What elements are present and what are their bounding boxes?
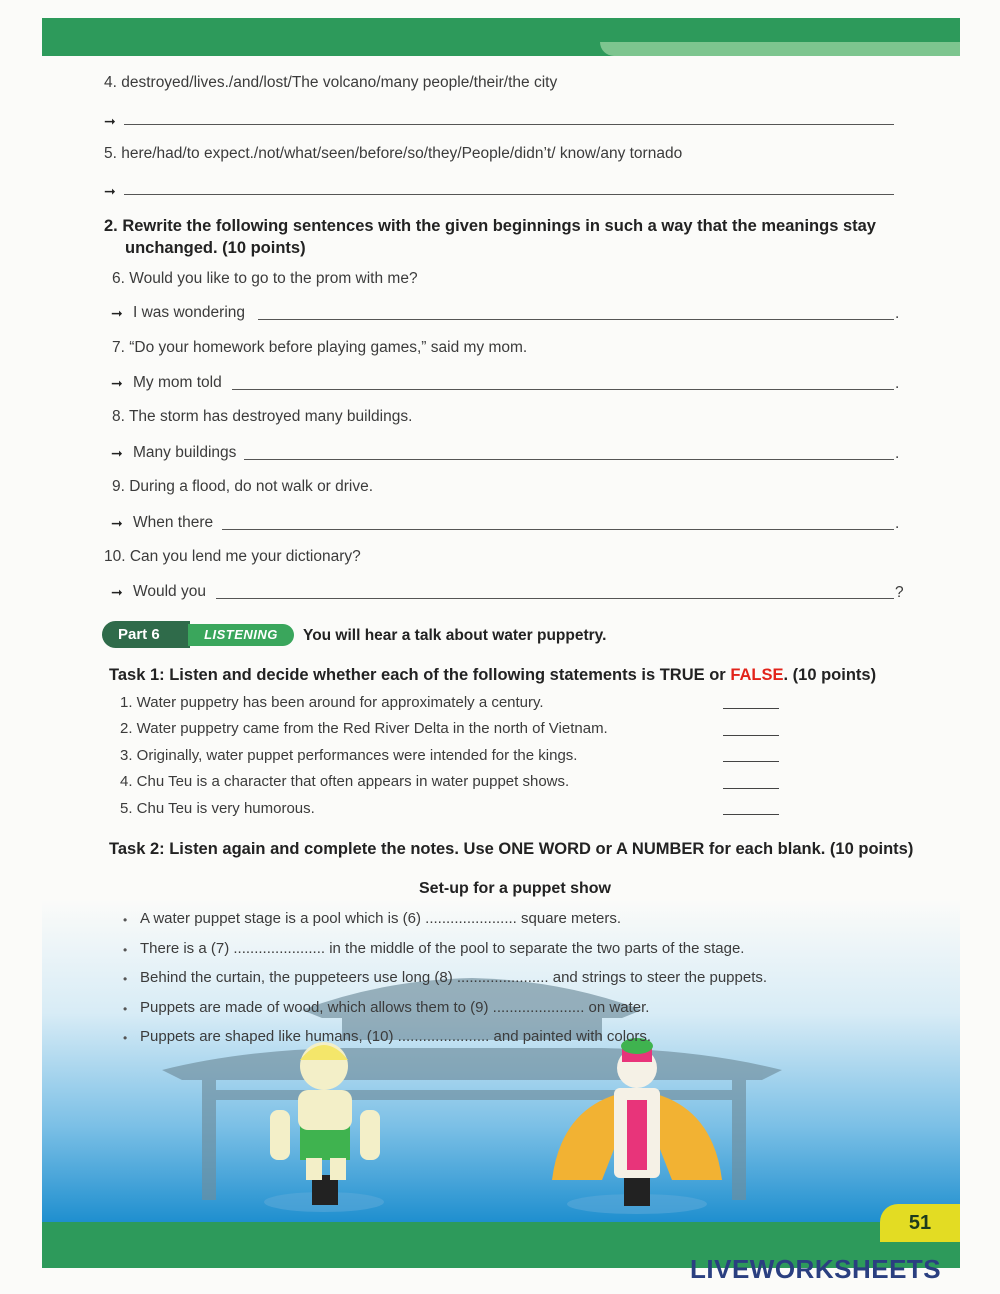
top-band-accent [600, 42, 960, 56]
question-8: 8. The storm has destroyed many buildings. [112, 408, 413, 425]
task2-note-7: There is a (7) ...................... in the middle of the pool to separate the two parts of the stage. [140, 940, 745, 957]
arrow-icon: ➞ [104, 113, 116, 129]
task1-statement-5: 5. Chu Teu is very humorous. [120, 800, 315, 817]
arrow-icon: ➞ [111, 375, 123, 391]
answer-line-8[interactable] [244, 459, 894, 460]
question-10: 10. Can you lend me your dictionary? [104, 548, 361, 565]
question-9: 9. During a flood, do not walk or drive. [112, 478, 374, 495]
task2-note-10: Puppets are shaped like humans, (10) ...................... and painted with colors. [140, 1028, 652, 1045]
answer-line-9[interactable] [222, 529, 894, 530]
answer-line-4[interactable] [124, 124, 894, 125]
bullet-icon: • [123, 913, 128, 927]
answer-start-9: When there [133, 514, 214, 531]
question-5: 5. here/had/to expect./not/what/seen/before/so/they/People/didn’t/ know/any tornado [104, 145, 683, 162]
part-label: Part 6 [102, 621, 190, 648]
answer-end-6: . [895, 305, 900, 322]
task1-title: Task 1: Listen and decide whether each of the following statements is TRUE or FALSE. (10 points) [109, 666, 877, 684]
answer-end-9: . [895, 515, 900, 532]
arrow-icon: ➞ [104, 183, 116, 199]
part6-intro: You will hear a talk about water puppetry. [303, 627, 607, 644]
answer-end-7: . [895, 375, 900, 392]
task1-statement-4: 4. Chu Teu is a character that often appears in water puppet shows. [120, 773, 570, 790]
question-6: 6. Would you like to go to the prom with me? [112, 270, 418, 287]
bullet-icon: • [123, 1002, 128, 1016]
task2-subtitle: Set-up for a puppet show [419, 880, 611, 897]
arrow-icon: ➞ [111, 515, 123, 531]
answer-line-5[interactable] [124, 194, 894, 195]
answer-end-8: . [895, 445, 900, 462]
answer-start-6: I was wondering [133, 304, 246, 321]
arrow-icon: ➞ [111, 584, 123, 600]
answer-start-10: Would you [133, 583, 206, 600]
bullet-icon: • [123, 943, 128, 957]
exercise-2-title: 2. Rewrite the following sentences with the given beginnings in such a way that the meanings stay [104, 217, 876, 235]
bullet-icon: • [123, 972, 128, 986]
liveworksheets-logo: LIVEWORKSHEETS [690, 1254, 942, 1284]
question-4: 4. destroyed/lives./and/lost/The volcano/many people/their/the city [104, 74, 558, 91]
answer-line-10[interactable] [216, 598, 894, 599]
listening-badge: LISTENING [188, 624, 294, 646]
task1-answer-1[interactable] [723, 708, 779, 709]
task1-answer-4[interactable] [723, 788, 779, 789]
false-word: FALSE [730, 666, 784, 684]
page-number: 51 [880, 1204, 960, 1242]
answer-line-6[interactable] [258, 319, 894, 320]
answer-start-8: Many buildings [133, 444, 237, 461]
exercise-2-title-cont: unchanged. (10 points) [125, 239, 306, 257]
task1-answer-2[interactable] [723, 735, 779, 736]
arrow-icon: ➞ [111, 305, 123, 321]
task1-statement-2: 2. Water puppetry came from the Red River Delta in the north of Vietnam. [120, 720, 608, 737]
task2-note-9: Puppets are made of wood, which allows them to (9) ...................... on water. [140, 999, 650, 1016]
task1-answer-3[interactable] [723, 761, 779, 762]
arrow-icon: ➞ [111, 445, 123, 461]
task2-note-8: Behind the curtain, the puppeteers use long (8) ...................... and strings to steer the puppets. [140, 969, 768, 986]
answer-start-7: My mom told [133, 374, 222, 391]
task2-note-6: A water puppet stage is a pool which is (6) ...................... square meters. [140, 910, 622, 927]
bullet-icon: • [123, 1031, 128, 1045]
task1-statement-3: 3. Originally, water puppet performances were intended for the kings. [120, 747, 578, 764]
question-7: 7. “Do your homework before playing games,” said my mom. [112, 339, 528, 356]
task2-title: Task 2: Listen again and complete the notes. Use ONE WORD or A NUMBER for each blank. (10 points) [109, 840, 914, 858]
answer-end-10: ? [895, 584, 904, 601]
task1-answer-5[interactable] [723, 814, 779, 815]
task1-statement-1: 1. Water puppetry has been around for approximately a century. [120, 694, 544, 711]
answer-line-7[interactable] [232, 389, 894, 390]
